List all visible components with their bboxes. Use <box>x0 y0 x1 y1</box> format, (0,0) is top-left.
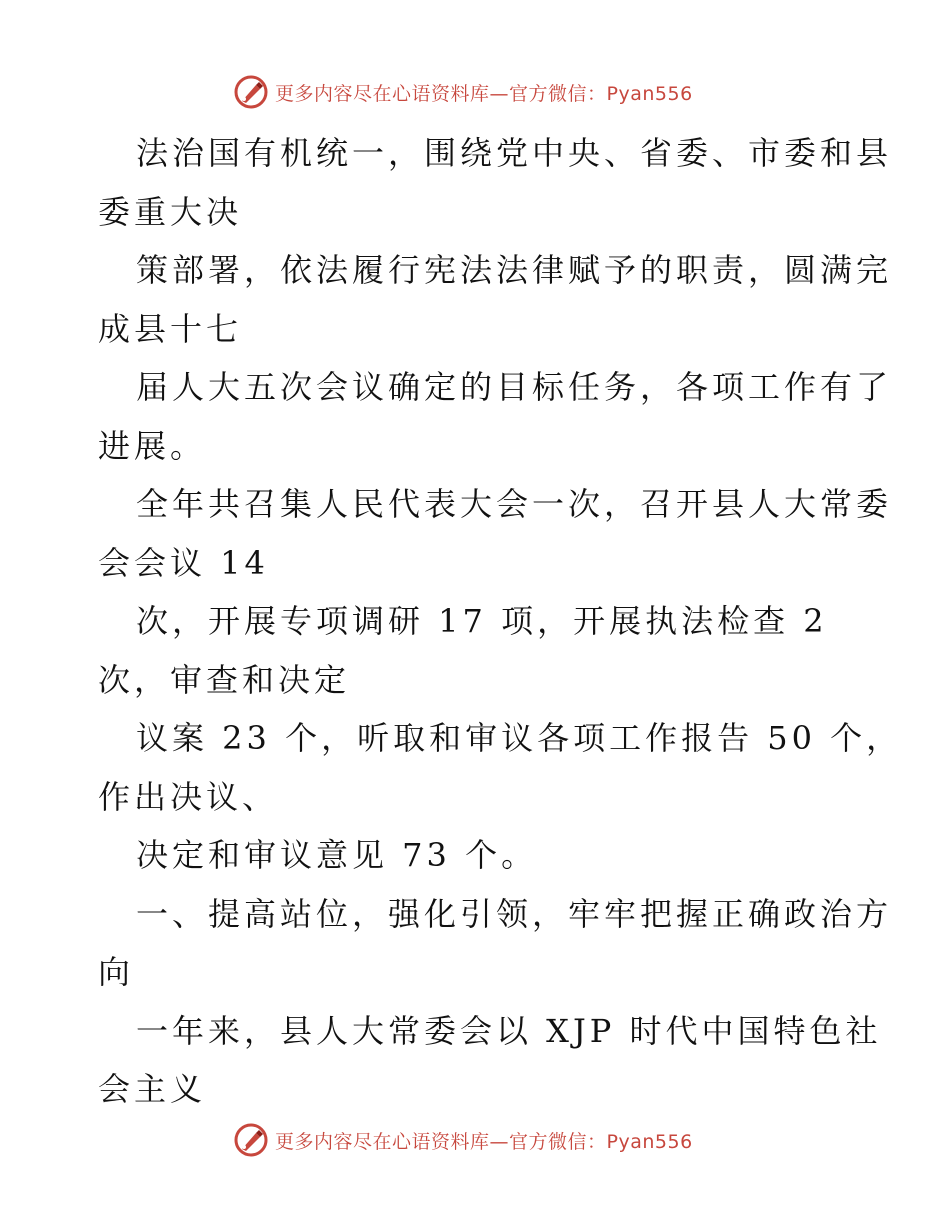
text-line: 次，审查和决定 <box>98 660 351 699</box>
text-line: 议案 23 个，听取和审议各项工作报告 50 个， <box>136 719 903 757</box>
text-line: 会会议 14 <box>98 543 269 582</box>
footer-watermark <box>233 1120 693 1160</box>
text-line: 作出决议、 <box>98 777 279 816</box>
watermark-text: 更多内容尽在心语资料库—官方微信：Pyan556 <box>275 1130 693 1153</box>
watermark-text: 更多内容尽在心语资料库—官方微信：Pyan556 <box>275 82 693 105</box>
text-line: 一、提高站位，强化引领，牢牢把握正确政治方 <box>136 894 893 933</box>
pen-logo-icon <box>233 1122 269 1158</box>
text-line: 成县十七 <box>98 309 243 348</box>
text-line: 届人大五次会议确定的目标任务，各项工作有了 <box>136 368 893 406</box>
text-line: 会主义 <box>98 1070 207 1108</box>
body-text <box>98 124 903 1119</box>
text-line: 法治国有机统一，围绕党中央、省委、市委和县 <box>136 134 893 172</box>
pen-logo-icon <box>233 74 269 110</box>
text-line: 策部署，依法履行宪法法律赋予的职责，圆满完 <box>136 251 893 289</box>
text-line: 全年共召集人民代表大会一次，召开县人大常委 <box>136 485 893 523</box>
text-line: 委重大决 <box>98 192 243 231</box>
text-line: 一年来，县人大常委会以 XJP 时代中国特色社 <box>136 1011 882 1050</box>
text-line: 决定和审议意见 73 个。 <box>136 836 538 874</box>
text-line: 向 <box>98 953 135 991</box>
text-line: 次，开展专项调研 17 项，开展执法检查 2 <box>136 602 828 640</box>
text-line: 进展。 <box>98 426 207 465</box>
header-watermark <box>233 72 693 112</box>
